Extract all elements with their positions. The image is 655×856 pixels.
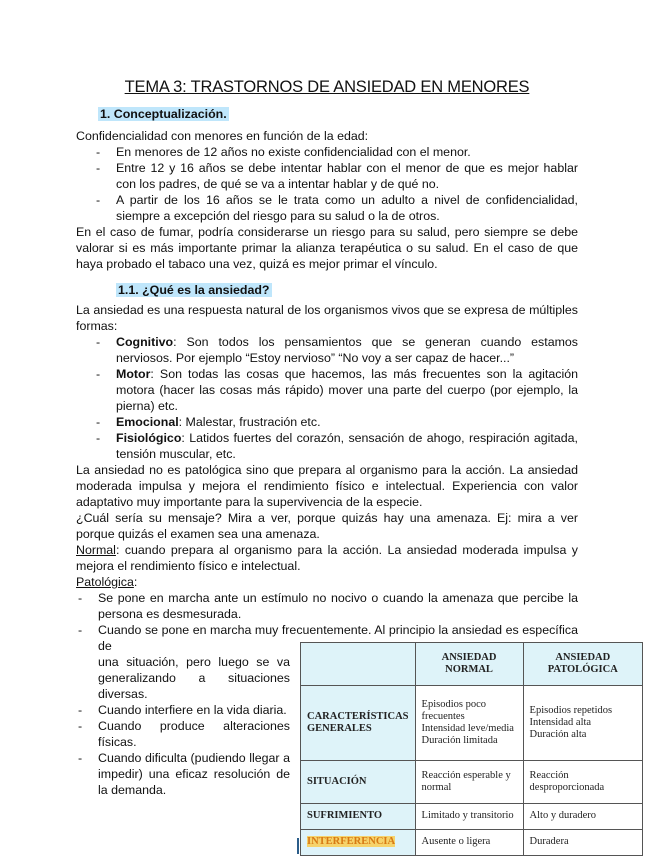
paragraph: En el caso de fumar, podría considerarse un riesgo para su salud, pero siempre se debe valorar si es más importante primar la alianza terapéutica o su salud. En el caso de que haya probado el tabaco una vez, quizá es mejor primar el vínculo. xyxy=(76,225,578,271)
row-header: SUFRIMIENTO xyxy=(301,803,416,829)
row-header: CARACTERÍSTICAS GENERALES xyxy=(301,685,416,761)
list-item: - Fisiológico: Latidos fuertes del corazón, sensación de ahogo, respiración agitada, tensión muscular, etc. xyxy=(76,430,578,462)
pathological-label: Patológica: xyxy=(76,575,138,589)
intro-text: La ansiedad es una respuesta natural de los organismos vivos que se expresa de múltiples formas: xyxy=(76,303,578,333)
row-header: INTERFERENCIA xyxy=(301,829,416,855)
list-item: - Cuando se pone en marcha muy frecuentemente. Al principio la ansiedad es específica de una situación, pero luego se va generalizando a situaciones diversas. ANSIEDAD NORMAL ANSIEDAD PATOLÓGICA CARACTERÍSTICAS GENERALES Episodios poco frecuentes Intensidad leve/media Duración limitada Episodios repetidos Intensidad alta Duración alta SITUACIÓN Reacción esperable y normal Reacción desproporcionada SUFRIMIENTO Limitado y transitorio Alto y duradero INTERFERENCIA Ausente o ligera Duradera xyxy=(76,622,578,702)
table-row xyxy=(301,829,643,855)
table-row xyxy=(301,803,643,829)
list-item: - Cognitivo: Son todos los pensamientos que se generan cuando estamos nerviosos. Por ejemplo “Estoy nervioso” “No voy a ser capaz de hacer...” xyxy=(76,334,578,366)
document-page xyxy=(76,76,618,848)
list-item: - En menores de 12 años no existe confidencialidad con el menor. xyxy=(76,144,578,160)
list-item: - Emocional: Malestar, frustración etc. xyxy=(76,414,578,430)
table-row xyxy=(301,685,643,761)
table-cell: Episodios poco frecuentes Intensidad leve/media Duración limitada xyxy=(415,685,523,761)
anxiety-comparison-table xyxy=(300,642,643,856)
list-item: - Cuando dificulta (pudiendo llegar a impedir) una eficaz resolución de la demanda. xyxy=(76,750,290,798)
table-cell: Alto y duradero xyxy=(523,803,642,829)
subsection-heading: 1.1. ¿Qué es la ansiedad? xyxy=(118,283,270,297)
table-header-row xyxy=(301,643,643,686)
list-item: - Se pone en marcha ante un estímulo no nocivo o cuando la amenaza que percibe la persona es desmesurada. xyxy=(76,590,578,622)
age-list xyxy=(76,144,578,224)
pathological-list xyxy=(76,590,618,848)
page-title: TEMA 3: TRASTORNOS DE ANSIEDAD EN MENORES xyxy=(124,78,530,96)
paragraph: ¿Cuál sería su mensaje? Mira a ver, porque quizás hay una amenaza. Ej: mira a ver porque quizás el examen sea una amenaza. xyxy=(76,511,578,541)
table-cell: Reacción desproporcionada xyxy=(523,761,642,804)
row-header: SITUACIÓN xyxy=(301,761,416,804)
list-item: - Cuando produce alteraciones físicas. xyxy=(76,718,290,750)
normal-definition: Normal: cuando prepara al organismo para la acción. La ansiedad moderada impulsa y mejora el rendimiento físico e intelectual. xyxy=(76,543,578,573)
margin-marker xyxy=(297,838,299,854)
list-item: - Motor: Son todas las cosas que hacemos, las más frecuentes son la agitación motora (hacer las cosas más rápido) mover una parte del cuerpo (por ejemplo, la pierna) etc. xyxy=(76,366,578,414)
list-item: - Cuando interfiere en la vida diaria. xyxy=(76,702,290,718)
table-cell: Episodios repetidos Intensidad alta Duración alta xyxy=(523,685,642,761)
table-row xyxy=(301,761,643,804)
list-item: - A partir de los 16 años se le trata como un adulto a nivel de confidencialidad, siempre a excepción del riesgo para su salud o la de otros. xyxy=(76,192,578,224)
table-cell: Reacción esperable y normal xyxy=(415,761,523,804)
table-cell: Duradera xyxy=(523,829,642,855)
intro-text: Confidencialidad con menores en función de la edad: xyxy=(76,129,369,143)
table-header: ANSIEDAD PATOLÓGICA xyxy=(523,643,642,686)
paragraph: La ansiedad no es patológica sino que prepara al organismo para la acción. La ansiedad moderada impulsa y mejora el rendimiento físico e intelectual. Experiencia con valor adaptativo muy importante para la supervivencia de la especie. xyxy=(76,463,578,509)
section-heading: 1. Conceptualización. xyxy=(100,107,227,121)
table-header: ANSIEDAD NORMAL xyxy=(415,643,523,686)
table-cell: Limitado y transitorio xyxy=(415,803,523,829)
table-header-empty xyxy=(301,643,416,686)
response-types-list xyxy=(76,334,578,462)
table-cell: Ausente o ligera xyxy=(415,829,523,855)
list-item: - Entre 12 y 16 años se debe intentar hablar con el menor de que es mejor hablar con los padres, de qué se va a intentar hablar y de qué no. xyxy=(76,160,578,192)
